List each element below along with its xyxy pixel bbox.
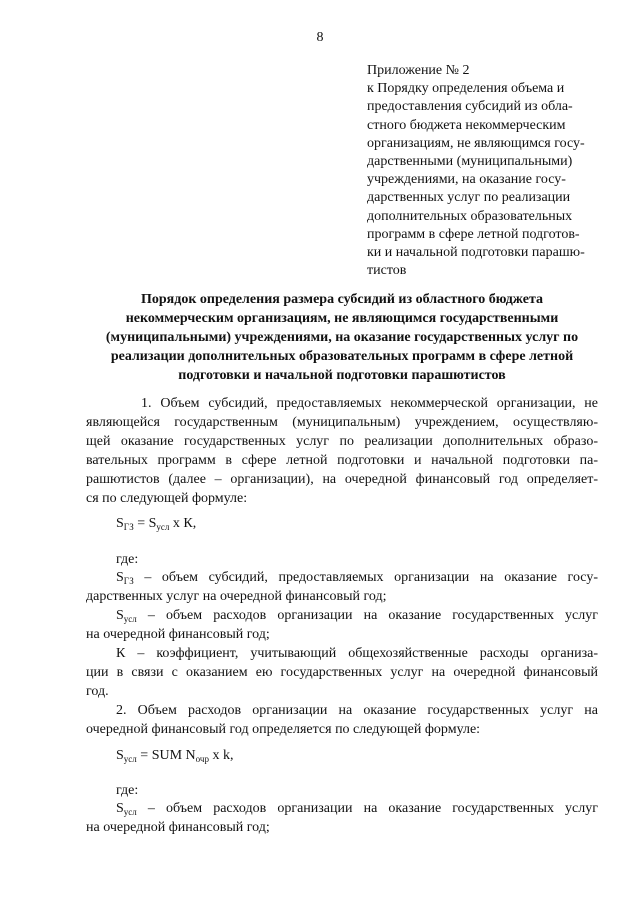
annex-line: тистов <box>367 263 407 279</box>
definition-symbol: S <box>116 570 124 585</box>
title-line: (муниципальными) учреждениями, на оказание государственных услуг по <box>105 330 579 345</box>
definition-symbol: S <box>116 801 124 816</box>
paragraph-1-line: щей оказание государственных услуг по реализации дополнительных образо- <box>86 434 598 449</box>
where-label: где: <box>116 552 139 567</box>
definition-subscript: ГЗ <box>123 576 134 586</box>
annex-line: программ в сфере летной подготов- <box>367 226 580 242</box>
where-label: где: <box>116 783 139 798</box>
title-line: некоммерческим организациям, не являющимся государственными <box>125 311 559 326</box>
paragraph-1-line: 1. Объем субсидий, предоставляемых некоммерческой организации, не <box>141 396 598 411</box>
definition-susl-line: на очередной финансовый год; <box>86 820 270 835</box>
definition-susl-line <box>116 606 598 625</box>
formula-text: х К, <box>169 516 197 531</box>
definition-text: – объем субсидий, предоставляемых организации на оказание госу- <box>133 570 598 585</box>
definition-subscript: усл <box>123 807 137 817</box>
definition-sgz-line: дарственных услуг на очередной финансовый год; <box>86 589 387 604</box>
definition-susl-line <box>116 799 598 818</box>
annex-line: Приложение № 2 <box>367 63 470 78</box>
paragraph-1-line: ся по следующей формуле: <box>86 491 248 506</box>
paragraph-2-line: 2. Объем расходов организации на оказание государственных услуг на <box>116 703 598 718</box>
annex-line: ки и начальной подготовки парашю- <box>367 245 585 261</box>
definition-k-line: К – коэффициент, учитывающий общехозяйственные расходы организа- <box>116 646 598 661</box>
title-line: реализации дополнительных образовательных программ в сфере летной <box>110 349 574 364</box>
definition-text: – объем расходов организации на оказание государственных услуг <box>136 801 598 816</box>
definition-text: – объем расходов организации на оказание государственных услуг <box>136 608 598 623</box>
paragraph-1-line: рашютистов (далее – организации), на очередной финансовый год определяет- <box>86 472 598 487</box>
formula-subscript: очр <box>195 754 209 764</box>
definition-symbol: S <box>116 608 124 623</box>
formula-text: х k, <box>208 748 234 763</box>
document-title <box>86 290 598 385</box>
formula-subscript: ГЗ <box>123 522 134 532</box>
formula-symbol: S <box>116 748 124 763</box>
paragraph-1-line: вательных программ в сфере летной подготовки и начальной подготовки па- <box>86 453 598 468</box>
paragraph-1-line: являющейся государственным (муниципальным) учреждением, осуществляю- <box>86 415 598 430</box>
paragraph-2-line: очередной финансовый год определяется по следующей формуле: <box>86 722 481 737</box>
definition-sgz-line <box>116 568 598 587</box>
definition-susl-line: на очередной финансовый год; <box>86 627 270 642</box>
title-line: подготовки и начальной подготовки парашютистов <box>178 368 506 383</box>
annex-line: дарственными (муниципальными) <box>367 154 573 170</box>
annex-line: дарственных услуг по реализации <box>367 190 571 206</box>
annex-line: стного бюджета некоммерческим <box>367 117 566 133</box>
formula-text: = S <box>133 516 157 531</box>
formula-expenses <box>116 746 233 765</box>
formula-text: = SUM N <box>136 748 196 763</box>
annex-line: к Порядку определения объема и <box>367 81 565 97</box>
annex-line: организациям, не являющимся госу- <box>367 135 585 151</box>
annex-line: учреждениями, на оказание госу- <box>367 172 566 188</box>
definition-k-line: ции в связи с оказанием ею государственных услуг на очередной финансовый <box>86 665 598 680</box>
annex-line: дополнительных образовательных <box>367 208 573 224</box>
formula-subscript: усл <box>123 754 137 764</box>
annex-header <box>367 62 599 280</box>
title-line: Порядок определения размера субсидий из областного бюджета <box>140 292 543 307</box>
annex-line: предоставления субсидий из обла- <box>367 99 573 115</box>
formula-symbol: S <box>116 516 124 531</box>
definition-subscript: усл <box>123 614 137 624</box>
formula-subsidy <box>116 514 196 533</box>
definition-k-line: год. <box>86 684 109 699</box>
formula-subscript: усл <box>156 522 170 532</box>
page-number: 8 <box>316 30 324 45</box>
